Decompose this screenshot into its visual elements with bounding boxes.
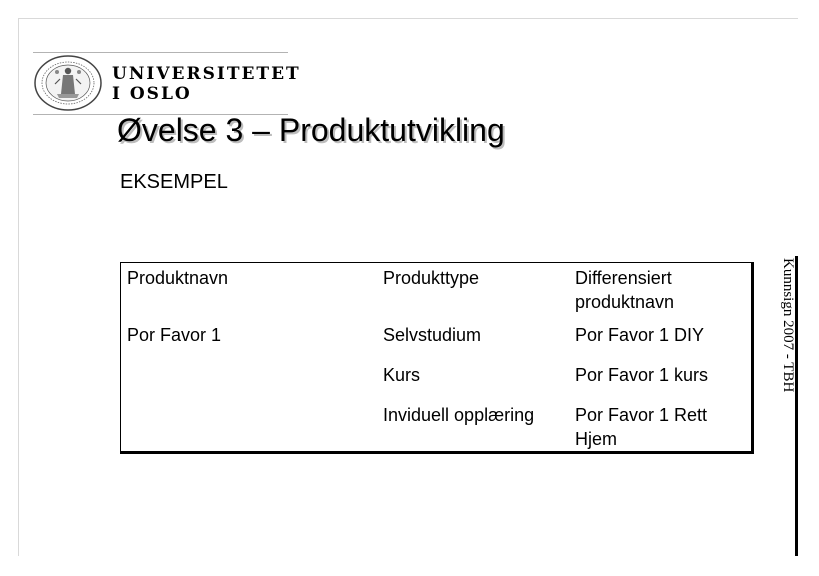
header-differensiert-produktnavn: Differensiert produktnavn bbox=[575, 268, 675, 312]
header-produktnavn: Produktnavn bbox=[127, 268, 229, 288]
table-cell: Por Favor 1 kurs bbox=[575, 365, 709, 385]
table-cell bbox=[121, 361, 378, 401]
table-row bbox=[121, 361, 753, 401]
table-header-row bbox=[121, 263, 753, 322]
table-cell: Por Favor 1 Rett Hjem bbox=[575, 405, 708, 449]
university-name-line1: UNIVERSITETET bbox=[112, 64, 301, 84]
product-table bbox=[120, 262, 754, 454]
table-row bbox=[121, 321, 753, 361]
table-cell: Kurs bbox=[383, 365, 421, 385]
table-cell: Por Favor 1 DIY bbox=[575, 325, 705, 345]
slide-title: Øvelse 3 – Produktutvikling bbox=[117, 112, 505, 148]
logo-rule-top bbox=[33, 52, 288, 53]
table-cell bbox=[121, 401, 378, 453]
university-seal-icon bbox=[33, 54, 103, 112]
university-name-line2: I OSLO bbox=[112, 84, 192, 104]
table-cell: Por Favor 1 bbox=[127, 325, 222, 345]
table-cell: Selvstudium bbox=[383, 325, 482, 345]
table-row bbox=[121, 401, 753, 453]
slide-subtitle: EKSEMPEL bbox=[120, 171, 228, 193]
side-text: Kunnsign 2007 - TBH bbox=[780, 258, 796, 393]
university-name bbox=[112, 64, 301, 104]
table-cell: Inviduell opplæring bbox=[383, 405, 535, 425]
header-produkttype: Produkttype bbox=[383, 268, 480, 288]
